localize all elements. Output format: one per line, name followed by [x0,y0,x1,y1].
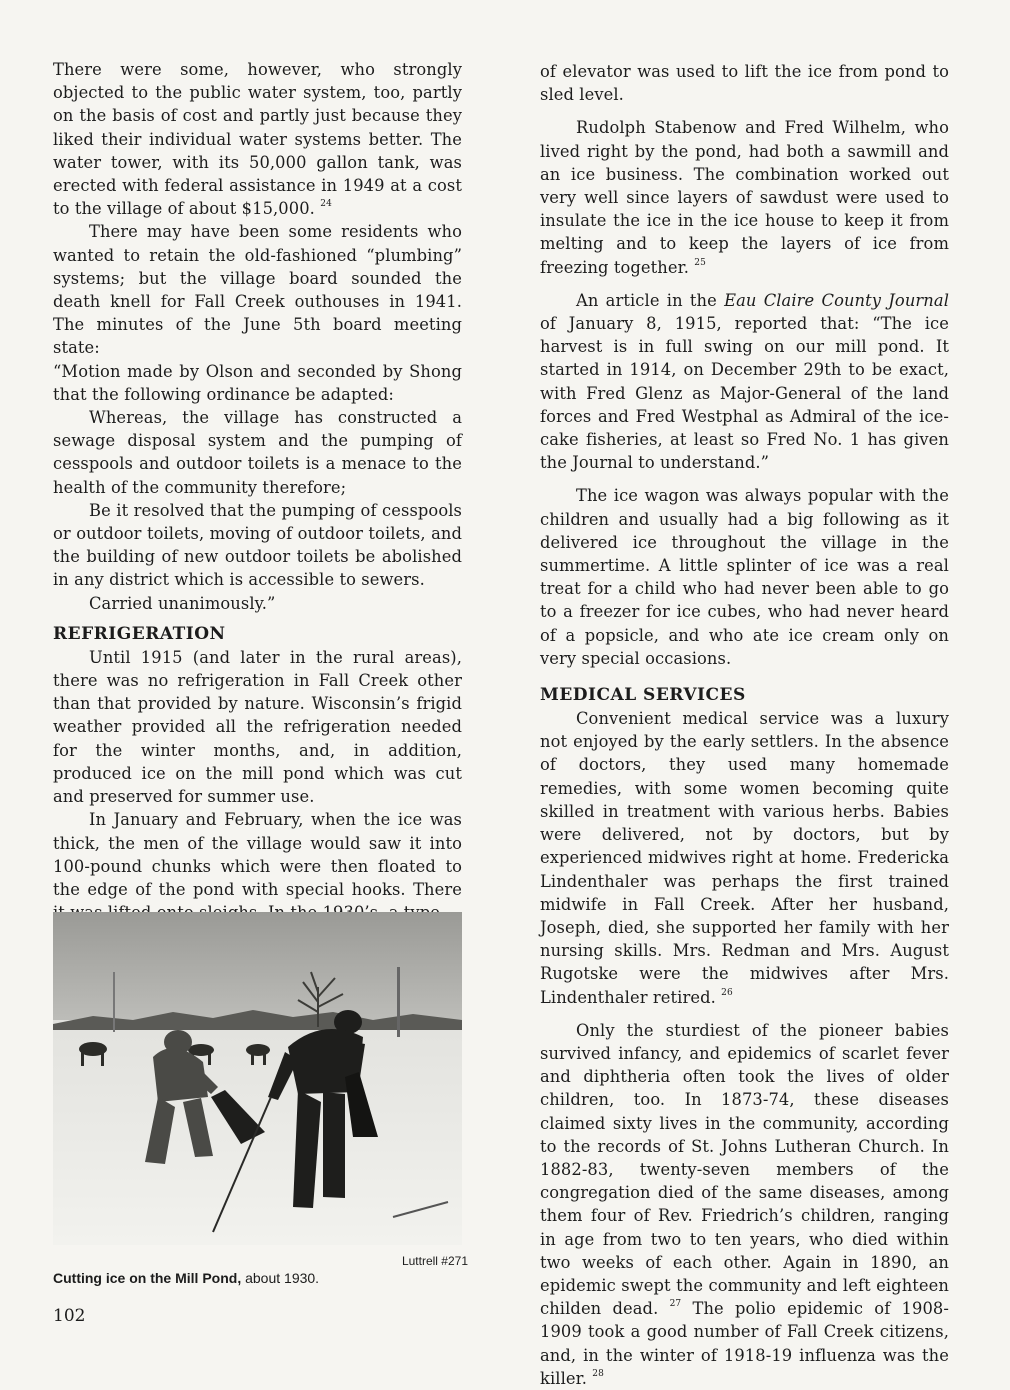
footnote-ref: 26 [721,987,733,998]
photo-credit: Luttrell #271 [401,1254,468,1268]
paragraph: There were some, however, who strongly objected to the public water system, too, partly on the basis of cost and partly just because they liked their individual water systems better. The water tower, with its 50,000 gallon tank, was erected with federal assistance in 1949 at a cost to the village of about $15,000. $^{24}$ [53,60,462,219]
footnote-ref: 27 [669,1299,682,1310]
paragraph: Be it resolved that the pumping of cesspools or outdoor toilets, moving of outdoor toilets, and the building of new outdoor toilets be abolished in any district which is accessible to sewers. [53,500,462,590]
caption-date: about 1930. [241,1270,320,1286]
paragraph: Rudolph Stabenow and Fred Wilhelm, who lived right by the pond, had both a sawmill and an ice business. The combination worked out very well since layers of sawdust were used to insulate the ice in the ice house to keep it from melting and to keep the layers of ice from freezing together. $^{25}$ [540,118,949,277]
paragraph: In January and February, when the ice was thick, the men of the village would saw it into 100-pound chunks which were then floated to the edge of the pond with special hooks. There [53,810,462,899]
paragraph: There may have been some residents who wanted to retain the old-fashioned “plumbing” systems; but the village board sounded the death knell for Fall Creek outhouses in 1941. The minutes of the June 5th board meeting state: [53,222,462,358]
section-heading-refrigeration: REFRIGERATION [53,623,226,644]
caption-title: Cutting ice on the Mill Pond, [53,1270,242,1286]
paragraph: Only the sturdiest of the pioneer babies survived infancy, and epidemics of scarlet fever and diphtheria often took the lives of older children, too. In 1873-74, these diseases claimed sixty lives in the community, according to the records of St. Johns Lutheran Church. In 1882-83, twenty-seven members of the congregation died of the same diseases, among them four of Rev. Friedrich’s children, ranging in age from two to ten years, who died within two weeks of each other. Again in 1890, an epidemic swept the community and left eighteen childen dead. $^{27}$ The polio epidemic of 1908-1909 took a good number of Fall Creek citizens, and, in the winter of 1918-19 influenza was the killer. $^{28}$ [540,1020,949,1388]
paragraph: “Motion made by Olson and seconded by Shong that the following ordinance be adapted: [53,361,462,404]
journal-title: Eau Claire County Journal [724,290,949,310]
footnote-ref: 28 [592,1368,604,1379]
footnote-ref: 24 [320,199,332,210]
paragraph: An article in the Eau Claire County Journal of January 8, 1915, reported that: “The ice harvest is in full swing on our mill pond. It started in 1914, on December 29th to be exact, with Fred Glenz as Major-General of the land forces and Fred Westphal as Admiral of the ice-cake fisheries, at least so Fred No. 1 has given the Journal to understand.” [540,290,949,473]
paragraph: Whereas, the village has constructed a sewage disposal system and the pumping of cesspools and outdoor toilets is a menace to the health of the community therefore; [53,408,462,497]
paragraph: The ice wagon was always popular with the children and usually had a big following as it delivered ice throughout the village in the summertime. A little splinter of ice was a real treat for a child who had never been able to go to a freezer for ice cubes, who had never heard of a popsicle, and who ate ice cream only on very special occasions. [540,486,949,668]
left-column [53,58,462,924]
paragraph: Until 1915 (and later in the rural areas), there was no refrigeration in Fall Creek other than that provided by nature. Wisconsin’s frigid weather provided all the refrigeration needed for the winter months, and, in addition, produced ice on the mill pond which was cut and preserved for summer use. [53,647,462,807]
section-heading-medical: MEDICAL SERVICES [540,685,746,706]
paragraph: of elevator was used to lift the ice from pond to sled level. [540,62,949,105]
photo-caption [53,1270,373,1286]
paragraph: Convenient medical service was a luxury not enjoyed by the early settlers. In the absence of doctors, they used many homemade remedies, with some women becoming quite skilled in treatment with various herbs. Babies were delivered, not by doctors, but by experienced midwives right at home. Fredericka Lindenthaler was perhaps the first trained midwife in Fall Creek. After her husband, Joseph, died, she supported her family with her nursing skills. Mrs. Redman and Mrs. August Rugotske were the midwives after Mrs. Lindenthaler retired. $^{26}$ [540,709,949,1007]
page-number: 102 [53,1306,86,1326]
right-column [540,60,949,1390]
footnote-ref: 25 [694,257,706,268]
paragraph: Carried unanimously.” [89,593,276,613]
ice-cutting-photo [53,912,462,1245]
